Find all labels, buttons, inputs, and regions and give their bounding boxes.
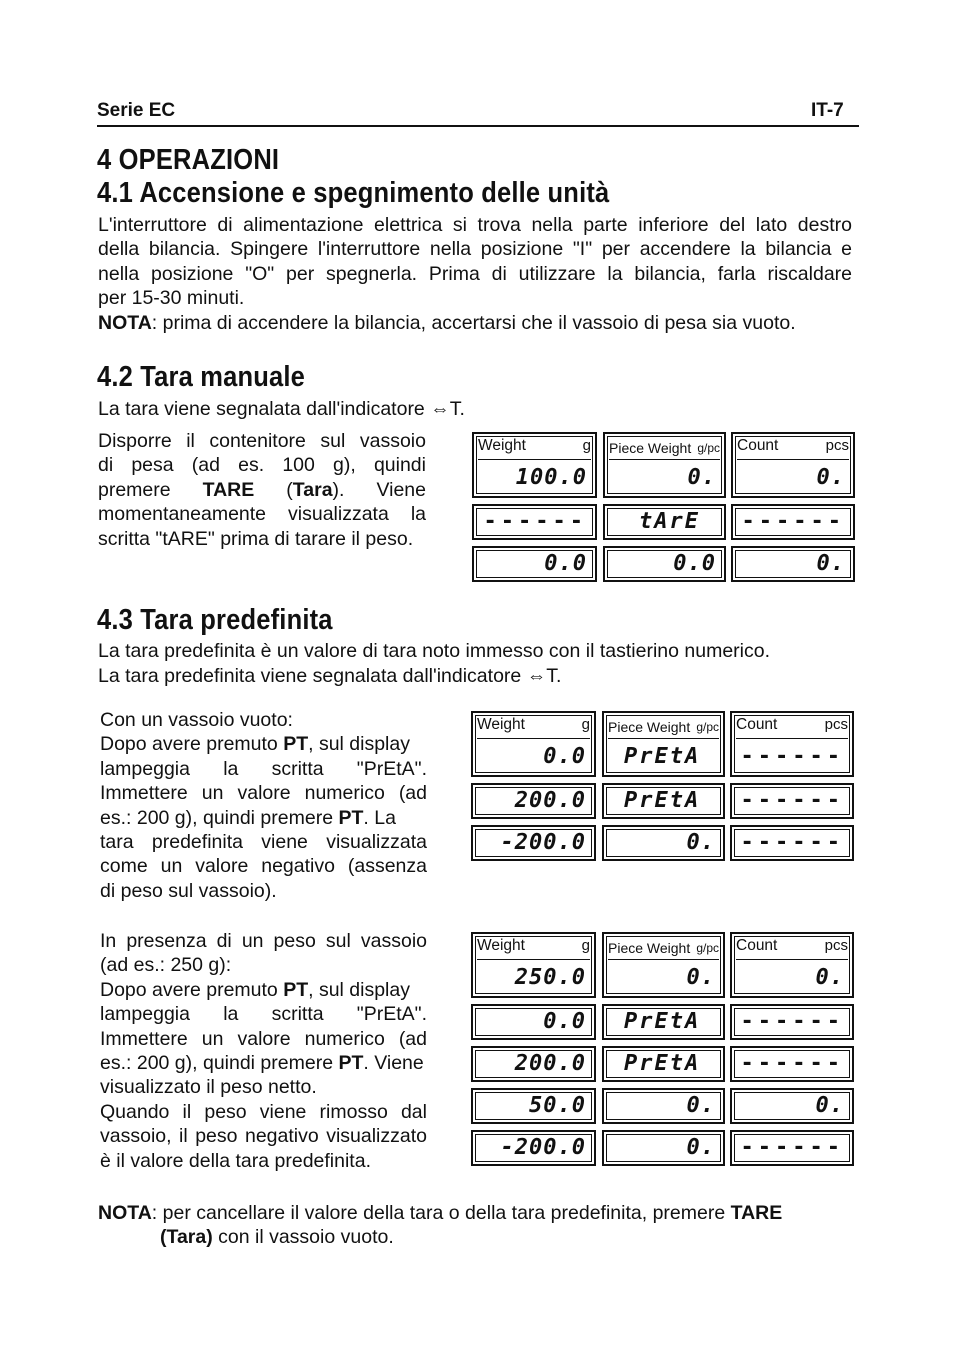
s43l-l1: In presenza di un peso sul vassoio [100,930,427,952]
display-value: ------ [740,1051,844,1076]
s43e-l7: come un valore negativo (assenza [100,855,427,878]
count-label: Count [736,937,778,954]
section-4-1-body [98,213,852,335]
display-value: ------ [741,509,845,534]
weight-unit: g [581,937,590,954]
final-note-text-2: con il vassoio vuoto. [212,1226,394,1248]
s43l-l9: vassoio, il peso negativo visualizzato [100,1125,427,1148]
s42-t3: ). Viene [332,478,426,501]
header-rule [97,125,859,127]
display-cell [730,1046,854,1082]
display-cell [730,1088,854,1124]
s41-line-1: L'interruttore di alimentazione elettrica si trova nella parte inferiore del lato destro [98,214,852,236]
display-value: -200.0 [500,830,586,855]
pt-key-label: PT [283,733,309,756]
display-cell [602,932,725,998]
s43e-l2 [100,732,427,756]
display-cell [731,432,855,498]
display-value: ------ [740,1009,844,1034]
section-4-title: 4 OPERAZIONI [97,144,280,176]
weight-unit: g [581,716,590,733]
display-value: PrEtA [624,1051,701,1076]
display-value: ------ [483,509,587,534]
display-cell [730,932,854,998]
display-value: 0. [815,965,844,990]
s43l-l6 [100,1051,427,1075]
s41-line-3: nella posizione "O" per spegnerla. Prima di utilizzare la bilancia, farla riscaldare [98,262,852,285]
note-text: : prima di accendere la bilancia, accertarsi che il vassoio di pesa sia vuoto. [151,311,796,334]
display-cell [602,825,725,861]
s42-paragraph [98,429,426,551]
pt-key-label-4: PT [338,1052,364,1075]
tara-key-label: Tara [292,478,333,501]
display-cell [602,783,725,819]
s43-loaded-paragraph [100,929,427,1173]
display-cell [602,1004,725,1040]
s43-line-2 [98,665,561,688]
pt-key-label-2: PT [338,806,364,829]
display-cell [603,504,726,540]
display-cell [730,711,854,777]
display-value: -200.0 [500,1135,586,1160]
display-value: 0.0 [544,551,587,576]
weight-label: Weight [478,437,526,454]
display-value: tArE [639,509,700,534]
display-value: 0. [687,465,716,490]
display-cell [472,546,597,582]
s43l-l4: lampeggia la scritta "PrEtA". [100,1003,427,1026]
s43e-l6: tara predefinita viene visualizzata [100,831,427,854]
weight-label: Weight [477,937,525,954]
s43l-l6a: es.: 200 g), quindi premere [100,1052,339,1075]
display-value: 0. [816,465,845,490]
display-cell [471,1088,596,1124]
s43l-l6c: . Viene [363,1052,424,1075]
s41-note [98,311,852,335]
display-value: ------ [740,788,844,813]
piece-weight-label: Piece Weight [609,440,692,456]
display-cell [603,546,726,582]
display-value: 0. [686,1093,715,1118]
tare-indicator-symbol: ⇔T. [430,398,465,420]
display-value: 0. [686,965,715,990]
display-cell [471,1004,596,1040]
display-panel-tara-vuoto [471,711,855,867]
display-cell [730,825,854,861]
display-value: 0. [686,1135,715,1160]
count-unit: pcs [825,437,849,454]
s42-line-1: Disporre il contenitore sul vassoio [98,430,426,452]
display-cell [471,1046,596,1082]
s42-line-3 [98,478,426,502]
s43l-l3a: Dopo avere premuto [100,978,284,1001]
display-value: 0. [686,830,715,855]
count-unit: pcs [824,937,848,954]
display-panel-tara-manuale [472,432,856,588]
display-cell [472,432,597,498]
s43e-l3: lampeggia la scritta "PrEtA". [100,757,427,780]
piece-weight-label: Piece Weight [608,940,691,956]
display-cell [471,711,596,777]
s43e-l2c: , sul display [308,733,410,756]
display-cell [602,1130,725,1166]
display-cell [730,1130,854,1166]
s43l-l3c: , sul display [308,978,410,1001]
count-label: Count [737,437,779,454]
final-note-text-1: : per cancellare il valore della tara o della tara predefinita, premere [151,1202,731,1224]
display-cell [730,1004,854,1040]
final-note-line-2 [160,1226,394,1249]
s42-t1: premere [98,478,203,501]
weight-unit: g [582,437,591,454]
display-value: 100.0 [515,465,587,490]
display-cell [602,711,725,777]
s43-line-1: La tara predefinita è un valore di tara noto immesso con il tastierino numerico. [98,640,771,662]
s43l-l3 [100,978,427,1002]
display-value: 50.0 [529,1093,586,1118]
s43e-l4: Immettere un valore numerico (ad [100,782,427,805]
display-cell [471,825,596,861]
display-value: ------ [740,830,844,855]
count-unit: pcs [824,716,848,733]
display-cell [731,546,855,582]
piece-weight-label: Piece Weight [608,719,691,735]
s43l-l2: (ad es.: 250 g): [100,954,232,977]
display-value: 250.0 [514,965,586,990]
display-value: 0.0 [543,744,586,769]
s43e-l5a: es.: 200 g), quindi premere [100,806,339,829]
display-cell [472,504,597,540]
display-value: 200.0 [514,788,586,813]
s41-line-4: per 15-30 minuti. [98,287,245,310]
display-value: 0. [815,1093,844,1118]
display-cell [730,783,854,819]
section-4-1-title: 4.1 Accensione e spegnimento delle unità [97,177,610,209]
s43e-l2a: Dopo avere premuto [100,733,284,756]
s43e-l1: Con un vassoio vuoto: [100,709,293,731]
display-value: PrEtA [624,1009,701,1034]
s43l-l5: Immettere un valore numerico (ad [100,1027,427,1050]
display-value: PrEtA [624,744,701,769]
pt-key-label-3: PT [283,978,309,1001]
display-cell [603,432,726,498]
piece-weight-unit: g/pc [696,941,719,955]
s42-line-5: scritta "tARE" prima di tarare il peso. [98,527,414,550]
running-header-left: Serie EC [97,100,176,121]
display-value: 0.0 [543,1009,586,1034]
display-value: 0.0 [673,551,716,576]
tare-indicator-symbol-2: ⇔T. [526,665,562,687]
s43-line2-text: La tara predefinita viene segnalata dall'indicatore [98,665,527,687]
final-note-label: NOTA [98,1202,152,1224]
piece-weight-unit: g/pc [697,441,720,455]
display-value: ------ [740,744,844,769]
display-value: ------ [740,1135,844,1160]
s42-line-2: di pesa (ad es. 100 g), quindi [98,454,426,477]
display-cell [602,1046,725,1082]
display-cell [471,1130,596,1166]
s42-line-4: momentaneamente visualizzata la [98,503,426,526]
final-note-line-1 [98,1202,782,1225]
s43l-l7: visualizzato il peso netto. [100,1076,317,1099]
s43-empty-paragraph [100,708,427,903]
note-label: NOTA [98,311,152,334]
s43e-l5 [100,806,427,830]
display-cell [471,783,596,819]
display-value: 200.0 [514,1051,586,1076]
final-tare-key: TARE [730,1202,783,1224]
s42-indicator-line [98,398,465,421]
s43l-l8: Quando il peso viene rimosso dal [100,1100,427,1123]
display-value: PrEtA [624,788,701,813]
piece-weight-unit: g/pc [696,720,719,734]
display-cell [731,504,855,540]
tare-key-label: TARE [202,478,255,501]
final-tara-key: (Tara) [160,1226,213,1248]
display-value: 0. [816,551,845,576]
s41-line-2: della bilancia. Spingere l'interruttore nella posizione "I" per accendere la bilancia e [98,238,852,261]
display-panel-tara-peso [471,932,855,1172]
weight-label: Weight [477,716,525,733]
count-label: Count [736,716,778,733]
s42-t2: ( [254,478,293,501]
section-4-2-title: 4.2 Tara manuale [97,361,306,393]
section-4-3-title: 4.3 Tara predefinita [97,604,333,636]
s43l-l10: è il valore della tara predefinita. [100,1149,371,1172]
s42-indicator-text: La tara viene segnalata dall'indicatore [98,398,431,420]
display-cell [602,1088,725,1124]
display-cell [471,932,596,998]
s43e-l5c: . La [363,806,396,829]
page-number: IT-7 [811,100,844,121]
s43e-l8: di peso sul vassoio). [100,879,277,902]
